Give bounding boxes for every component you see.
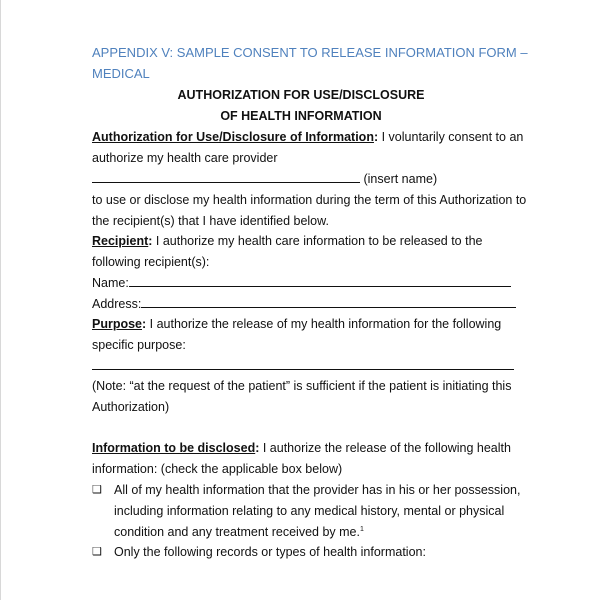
authorization-heading: Authorization for Use/Disclosure of Information (92, 130, 374, 144)
provider-name-blank[interactable] (92, 171, 360, 183)
checkbox-specific-records[interactable]: ❑ (92, 546, 102, 558)
option-all-line2: including information relating to any medical history, mental or physical (114, 504, 505, 518)
purpose-note-2: Authorization) (92, 400, 170, 414)
purpose-heading: Purpose (92, 317, 143, 331)
info-text-2: information: (check the applicable box below) (92, 462, 343, 476)
authorization-text-4: the recipient(s) that I have identified below. (92, 214, 329, 228)
purpose-paragraph-line1 (92, 316, 501, 332)
purpose-blank[interactable] (92, 358, 514, 370)
authorization-text-3: to use or disclose my health information during the term of this Authorization to (92, 193, 527, 207)
provider-name-line (92, 171, 437, 187)
purpose-text-2: specific purpose: (92, 338, 186, 352)
form-title-line2: OF HEALTH INFORMATION (220, 109, 382, 123)
purpose-note-1: (Note: “at the request of the patient” is sufficient if the patient is initiating this (92, 379, 512, 393)
recipient-heading: Recipient (92, 234, 149, 248)
recipient-text-1: I authorize my health care information to be released to the (152, 234, 483, 248)
purpose-text-1: I authorize the release of my health information for the following (146, 317, 502, 331)
appendix-heading-line2: MEDICAL (92, 66, 150, 81)
info-paragraph-line1 (92, 440, 511, 456)
recipient-text-2: following recipient(s): (92, 255, 210, 269)
recipient-name-row (92, 275, 511, 291)
appendix-heading-line1: APPENDIX V: SAMPLE CONSENT TO RELEASE INFORMATION FORM – (92, 45, 528, 60)
authorization-colon: : (373, 130, 379, 144)
recipient-paragraph-line1 (92, 233, 483, 249)
option-specific-line1: Only the following records or types of health information: (114, 545, 426, 559)
recipient-address-label: Address: (92, 297, 142, 311)
authorization-paragraph-line1 (92, 129, 523, 145)
recipient-colon: : (148, 234, 153, 248)
recipient-address-row (92, 296, 516, 312)
purpose-colon: : (142, 317, 147, 331)
recipient-name-label: Name: (92, 276, 129, 290)
form-title-line1: AUTHORIZATION FOR USE/DISCLOSURE (177, 88, 425, 102)
recipient-address-blank[interactable] (141, 296, 516, 308)
purpose-blank-row (92, 358, 514, 374)
footnote-marker: 1 (359, 525, 364, 533)
info-colon: : (255, 441, 260, 455)
checkbox-all-information[interactable]: ❑ (92, 484, 102, 496)
option-all-line1: All of my health information that the provider has in his or her possession, (114, 483, 521, 497)
option-all-line3: condition and any treatment received by me. (114, 525, 360, 539)
option-all-line3-row (114, 524, 364, 540)
authorization-text-2: authorize my health care provider (92, 151, 278, 165)
info-text-1: I authorize the release of the following health (259, 441, 511, 455)
authorization-text-1: I voluntarily consent to an (378, 130, 524, 144)
recipient-name-blank[interactable] (129, 275, 511, 287)
info-heading: Information to be disclosed (92, 441, 256, 455)
insert-name-label: (insert name) (360, 172, 438, 186)
